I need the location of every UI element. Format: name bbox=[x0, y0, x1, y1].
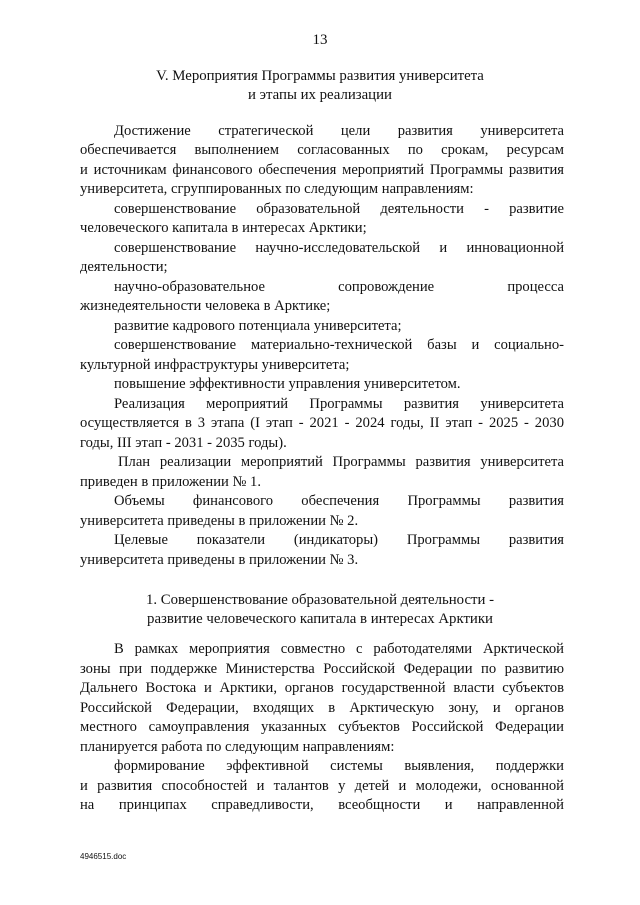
text-line: деятельности; bbox=[80, 259, 168, 275]
text-line: и источникам финансового обеспечения мероприятий Программы развития bbox=[80, 162, 564, 178]
text-line: университета приведены в приложении № 2. bbox=[80, 513, 359, 529]
text-line: Реализация мероприятий Программы развития университета bbox=[114, 396, 564, 412]
text-line: местного самоуправления указанных субъектов Российской Федерации bbox=[80, 719, 564, 735]
text-line: Целевые показатели (индикаторы) Программы развития bbox=[114, 532, 564, 548]
text-line: и развития способностей и талантов у детей и молодежи, основанной bbox=[80, 778, 564, 794]
text-line: человеческого капитала в интересах Арктики; bbox=[80, 220, 367, 236]
text-line: Российской Федерации, входящих в Арктическую зону, и органов bbox=[80, 700, 564, 716]
text-line: университета, сгруппированных по следующим направлениям: bbox=[80, 181, 474, 197]
text-line: В рамках мероприятия совместно с работодателями Арктической bbox=[114, 641, 564, 657]
text-line: Достижение стратегической цели развития университета bbox=[114, 123, 564, 139]
page-number: 13 bbox=[312, 32, 328, 48]
text-line: годы, III этап - 2031 - 2035 годы). bbox=[80, 435, 287, 451]
text-line: развитие кадрового потенциала университета; bbox=[114, 318, 402, 334]
subsection-title-line: 1. Совершенствование образовательной деятельности - bbox=[145, 592, 495, 608]
text-line: совершенствование образовательной деятельности - развитие bbox=[114, 201, 564, 217]
text-line: приведен в приложении № 1. bbox=[80, 474, 262, 490]
footer-file-code: 4946515.doc bbox=[80, 852, 127, 861]
text-line: зоны при поддержке Министерства Российской Федерации по развитию bbox=[80, 661, 564, 677]
text-line: обеспечивается выполнением согласованных по срокам, ресурсам bbox=[80, 142, 564, 158]
text-line: осуществляется в 3 этапа (I этап - 2021 - 2024 годы, II этап - 2025 - 2030 bbox=[80, 415, 564, 431]
section-title-line: V. Мероприятия Программы развития университета bbox=[156, 68, 484, 84]
text-line: совершенствование научно-исследовательской и инновационной bbox=[114, 240, 564, 256]
text-line: Объемы финансового обеспечения Программы развития bbox=[114, 493, 564, 509]
text-line: Дальнего Востока и Арктики, органов государственной власти субъектов bbox=[80, 680, 564, 696]
text-line: повышение эффективности управления университетом. bbox=[114, 376, 461, 392]
text-line: научно-образовательное сопровождение процесса bbox=[114, 279, 564, 295]
text-line: формирование эффективной системы выявления, поддержки bbox=[114, 758, 564, 774]
section-title-line: и этапы их реализации bbox=[248, 87, 392, 103]
text-line: культурной инфраструктуры университета; bbox=[80, 357, 350, 373]
text-line: План реализации мероприятий Программы развития университета bbox=[118, 454, 564, 470]
subsection-title bbox=[80, 591, 560, 629]
text-line: университета приведены в приложении № 3. bbox=[80, 552, 359, 568]
text-line: планируется работа по следующим направлениям: bbox=[80, 739, 395, 755]
text-line: совершенствование материально-технической базы и социально- bbox=[114, 337, 564, 353]
section-title bbox=[80, 67, 560, 105]
text-line: жизнедеятельности человека в Арктике; bbox=[80, 298, 331, 314]
text-line: на принципах справедливости, всеобщности и направленной bbox=[80, 797, 564, 813]
subsection-title-line: развитие человеческого капитала в интересах Арктики bbox=[147, 611, 493, 627]
